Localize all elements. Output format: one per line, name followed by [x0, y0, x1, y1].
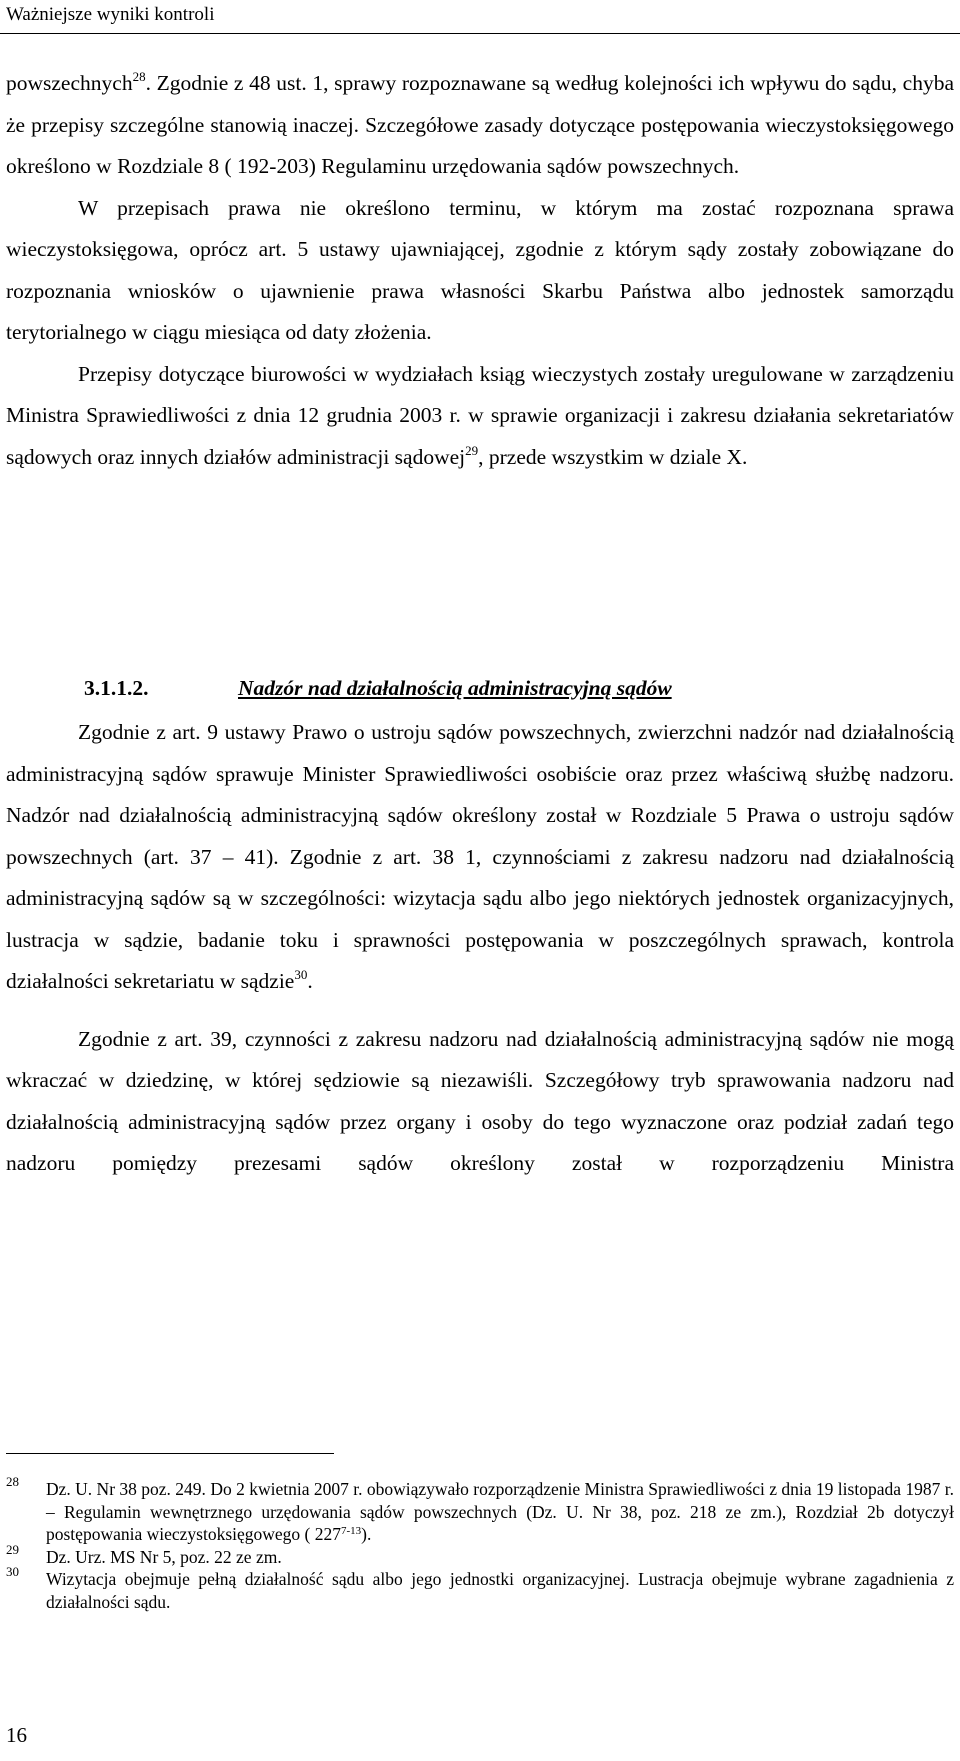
footnote-ref-30[interactable]: 30 — [294, 967, 308, 982]
paragraph-4: Zgodnie z art. 9 ustawy Prawo o ustroju sądów powszechnych, zwierzchni nadzór nad działalnością administracyjną sądów sprawuje Minister Sprawiedliwości osobiście oraz przez właściwą służbę nadzoru. Nadzór nad działalnością administracyjną sądów określony został w Rozdziale 5 Prawa o ustroju sądów powszechnych (art. 37 – 41). Zgodnie z art. 38 1, czynnościami z zakresu nadzoru nad działalnością administracyjną sądów są w szczególności: wizytacja sądu albo jego niektórych jednostek organizacyjnych, lustracja w sądzie, badanie toku i sprawności postępowania w poszczególnych sprawach, kontrola działalności sekretariatu w sądzie$^{30}$. — [6, 720, 954, 993]
footnote-number: 30 — [6, 1564, 19, 1579]
page-number: 16 — [6, 1723, 27, 1747]
footnote-30: 30 Wizytacja obejmuje pełną działalność sądu albo jego jednostki organizacyjnej. Lustracja obejmuje wybrane zagadnienia z działalności sądu. — [6, 1568, 954, 1613]
body-text-lower — [6, 712, 954, 1185]
paragraph-3: Przepisy dotyczące biurowości w wydziałach ksiąg wieczystych zostały uregulowane w zarządzeniu Ministra Sprawiedliwości z dnia 12 grudnia 2003 r. w sprawie organizacji i zakresu działania sekretariatów sądowych oraz innych działów administracji sądowej$^{29}$, przede wszystkim w dziale X. — [6, 361, 954, 469]
paragraph-5: Zgodnie z art. 39, czynności z zakresu nadzoru nad działalnością administracyjną sądów nie mogą wkraczać w dziedzinę, w której sędziowie są niezawiśli. Szczegółowy tryb sprawowania nadzoru nad działalnością administracyjną sądów przez organy i osoby do tego wyznaczone oraz podział zadań tego nadzoru pomiędzy prezesami sądów określony został w rozporządzeniu Ministra — [6, 1026, 954, 1175]
footnote-29: 29 Dz. Urz. MS Nr 5, poz. 22 ze zm. — [6, 1546, 954, 1569]
footnote-number: 29 — [6, 1541, 19, 1557]
footnote-28: 28 Dz. U. Nr 38 poz. 249. Do 2 kwietnia 2007 r. obowiązywało rozporządzenie Ministra Sprawiedliwości z dnia 19 listopada 1987 r. – Regulamin wewnętrznego urzędowania sądów powszechnych (Dz. U. Nr 38, poz. 218 ze zm.), Rozdział 2b dotyczył postępowania wieczystoksięgowego ( 227$^{7-13}$). — [6, 1478, 954, 1546]
section-heading — [84, 668, 954, 708]
footnote-separator — [6, 1453, 334, 1454]
running-header-title: Ważniejsze wyniki kontroli — [6, 4, 215, 25]
footnote-ref-29[interactable]: 29 — [465, 442, 479, 458]
section-title: Nadzór nad działalnością administracyjną sądów — [238, 676, 672, 700]
footnotes — [6, 1474, 954, 1613]
footnote-ref-28[interactable]: 28 — [132, 69, 146, 84]
footnote-number: 28 — [6, 1474, 19, 1489]
body-text-upper — [6, 63, 954, 478]
running-header — [0, 0, 960, 34]
paragraph-1: powszechnych$^{28}$. Zgodnie z 48 ust. 1, sprawy rozpoznawane są według kolejności ich wpływu do sądu, chyba że przepisy szczególne stanowią inaczej. Szczegółowe zasady dotyczące postępowania wieczystoksięgowego określono w Rozdziale 8 ( 192-203) Regulaminu urzędowania sądów powszechnych. — [6, 69, 954, 178]
paragraph-2: W przepisach prawa nie określono terminu, w którym ma zostać rozpoznana sprawa wieczystoksięgowa, oprócz art. 5 ustawy ujawniającej, zgodnie z którym sądy zostały zobowiązane do rozpoznania wniosków o ujawnienie prawa własności Skarbu Państwa albo jednostek samorządu terytorialnego w ciągu miesiąca od daty złożenia. — [6, 195, 954, 344]
section-number: 3.1.1.2. — [84, 676, 149, 700]
